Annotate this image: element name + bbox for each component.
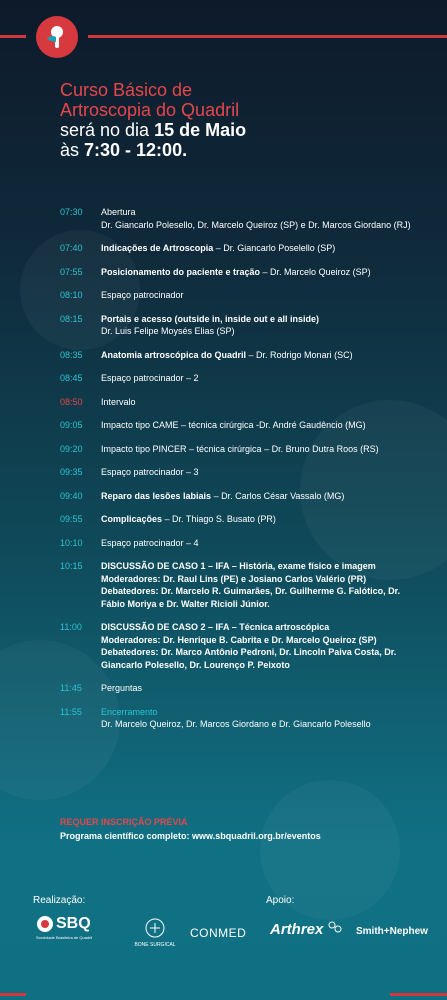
- event-time: 7:30 - 12:00.: [84, 140, 188, 160]
- title-line-2: Artroscopia do Quadril: [60, 100, 240, 120]
- apoio-label: Apoio:: [266, 895, 295, 906]
- schedule-text: [101, 396, 425, 409]
- schedule-text: [101, 419, 425, 432]
- schedule-text: [101, 443, 425, 456]
- schedule-title: Intervalo: [101, 396, 136, 407]
- schedule-text: [101, 289, 425, 302]
- schedule-speaker: – Dr. Marcelo Queiroz (SP): [260, 266, 371, 277]
- arthrex-logo-text: Arthrex: [270, 921, 324, 938]
- schedule-title: Indicações de Artroscopia: [101, 243, 214, 253]
- arthrex-logo: [270, 921, 342, 938]
- schedule-title: Espaço patrocinador – 4: [101, 537, 199, 548]
- schedule-item: [60, 419, 425, 432]
- schedule-title: DISCUSSÃO DE CASO 1 – IFA – História, exame físico e imagem: [101, 561, 376, 571]
- realizacao-label: Realização:: [33, 895, 86, 906]
- schedule-item: [60, 349, 425, 362]
- program-link[interactable]: Programa científico completo: www.sbquadril.org.br/eventos: [60, 831, 321, 841]
- title-line-4: [60, 140, 246, 160]
- bone-surgical-text: BONE SURGICAL: [134, 942, 176, 948]
- title-line-3: [60, 120, 246, 140]
- schedule-item: [60, 289, 425, 302]
- schedule-title: Espaço patrocinador: [101, 290, 184, 300]
- smith-nephew-logo: Smith+Nephew: [356, 926, 428, 937]
- event-date: 15 de Maio: [154, 120, 247, 140]
- schedule-item: [60, 242, 425, 255]
- schedule-text: [101, 466, 425, 479]
- schedule-title: Reparo das lesões labiais: [101, 490, 212, 501]
- schedule-item: [60, 490, 425, 503]
- schedule-title: Espaço patrocinador – 3: [101, 467, 199, 477]
- schedule-item: [60, 560, 425, 610]
- top-accent-line-right: [88, 35, 447, 38]
- schedule-time: 09:40: [60, 490, 83, 501]
- schedule-title: DISCUSSÃO DE CASO 2 – IFA – Técnica artroscópica: [101, 622, 330, 632]
- sbq-logo-subtitle: Sociedade Brasileira de Quadril: [36, 935, 93, 940]
- schedule-time: 07:55: [60, 266, 83, 277]
- schedule-title: Impacto tipo CAME – técnica cirúrgica -Dr. André Gaudêncio (MG): [101, 420, 366, 430]
- schedule-time: 07:30: [60, 207, 83, 217]
- schedule-title: Encerramento: [101, 706, 158, 717]
- schedule-text: [101, 206, 425, 231]
- schedule-time: 08:15: [60, 313, 83, 324]
- schedule-text: [101, 242, 425, 255]
- schedule-item: [60, 206, 425, 231]
- schedule-item: [60, 466, 425, 479]
- bone-surgical-emblem-icon: [144, 917, 166, 939]
- schedule-item: [60, 537, 425, 550]
- schedule-text: [101, 621, 425, 671]
- schedule-time: 09:20: [60, 443, 83, 454]
- schedule-list: [60, 206, 425, 742]
- title-line-1: Curso Básico de: [60, 80, 193, 100]
- schedule-time: 08:50: [60, 396, 83, 407]
- schedule-text: [101, 313, 425, 338]
- schedule-item: [60, 443, 425, 456]
- schedule-speaker: – Dr. Carlos César Vassalo (MG): [211, 490, 345, 501]
- schedule-time: 11:00: [60, 622, 82, 632]
- schedule-title: Impacto tipo PINCER – técnica cirúrgica – Dr. Bruno Dutra Roos (RS): [101, 443, 379, 454]
- schedule-title: Perguntas: [101, 683, 143, 693]
- sbq-mark-icon: [36, 915, 54, 933]
- schedule-speaker: – Dr. Thiago S. Busato (PR): [162, 514, 276, 524]
- schedule-title: Complicações: [101, 514, 163, 524]
- schedule-text: [101, 372, 425, 385]
- registration-info: [60, 815, 321, 843]
- schedule-title: Abertura: [101, 207, 136, 217]
- schedule-time: 10:15: [60, 561, 83, 571]
- schedule-time: 08:45: [60, 373, 83, 383]
- schedule-title: Anatomia artroscópica do Quadril: [101, 349, 247, 360]
- schedule-speaker: – Dr. Rodrigo Monari (SC): [246, 349, 353, 360]
- schedule-title: Portais e acesso (outside in, inside out e all inside): [101, 313, 320, 324]
- schedule-time: 10:10: [60, 537, 83, 548]
- bone-surgical-logo: [130, 917, 180, 951]
- schedule-item: [60, 372, 425, 385]
- sbq-logo: [36, 913, 96, 947]
- schedule-text: [101, 537, 425, 550]
- schedule-item: [60, 682, 425, 695]
- schedule-item: [60, 396, 425, 409]
- schedule-time: 11:55: [60, 706, 82, 717]
- schedule-details: Dr. Marcelo Queiroz, Dr. Marcos Giordano e Dr. Giancarlo Polesello: [101, 719, 371, 729]
- schedule-time: 09:55: [60, 514, 83, 524]
- schedule-details: Dr. Giancarlo Polesello, Dr. Marcelo Queiroz (SP) e Dr. Marcos Giordano (RJ): [101, 219, 411, 230]
- schedule-time: 07:40: [60, 243, 83, 253]
- schedule-item: [60, 313, 425, 338]
- schedule-item: [60, 513, 425, 526]
- schedule-time: 09:05: [60, 420, 83, 430]
- schedule-item: [60, 621, 425, 671]
- schedule-details: Moderadores: Dr. Raul Lins (PE) e Josiano Carlos Valério (PR) Debatedores: Dr. Marcelo R. Guimarães, Dr. Guilherme G. Falótico, Dr. Fábio Moriya e Dr. Walter Ricioli Júnior.: [101, 573, 401, 609]
- sbq-logo-text: SBQ: [56, 915, 91, 932]
- schedule-time: 08:35: [60, 349, 83, 360]
- schedule-details: Moderadores: Dr. Henrique B. Cabrita e Dr. Marcelo Queiroz (SP) Debatedores: Dr. Marco Antônio Pedroni, Dr. Lincoln Paiva Costa, Dr. Giancarlo Polesello, Dr. Lourenço P. Peixoto: [101, 634, 397, 670]
- schedule-details: Dr. Luis Felipe Moysés Elias (SP): [101, 326, 235, 336]
- schedule-text: [101, 490, 425, 503]
- schedule-time: 08:10: [60, 290, 83, 300]
- schedule-text: [101, 682, 425, 695]
- schedule-text: [101, 706, 425, 731]
- date-prefix: será no dia: [60, 120, 155, 140]
- time-prefix: às: [60, 140, 85, 160]
- schedule-text: [101, 560, 425, 610]
- registration-required: REQUER INSCRIÇÃO PRÉVIA: [60, 817, 188, 827]
- conmed-logo: CONMED: [190, 926, 247, 940]
- schedule-speaker: – Dr. Giancarlo Poselello (SP): [213, 243, 336, 253]
- schedule-text: [101, 513, 425, 526]
- event-title: [60, 80, 246, 160]
- schedule-title: Espaço patrocinador – 2: [101, 373, 199, 383]
- schedule-item: [60, 266, 425, 279]
- sponsor-logos: [0, 895, 447, 955]
- schedule-time: 09:35: [60, 467, 83, 477]
- schedule-item: [60, 706, 425, 731]
- schedule-time: 11:45: [60, 683, 82, 693]
- top-accent-line-left: [0, 35, 26, 38]
- hip-joint-logo-icon: [36, 16, 78, 58]
- bottom-accent-line-right: [390, 993, 447, 996]
- bottom-accent-line-left: [0, 993, 26, 996]
- arthrex-mark-icon: [328, 921, 342, 933]
- schedule-text: [101, 266, 425, 279]
- schedule-text: [101, 349, 425, 362]
- schedule-title: Posicionamento do paciente e tração: [101, 266, 261, 277]
